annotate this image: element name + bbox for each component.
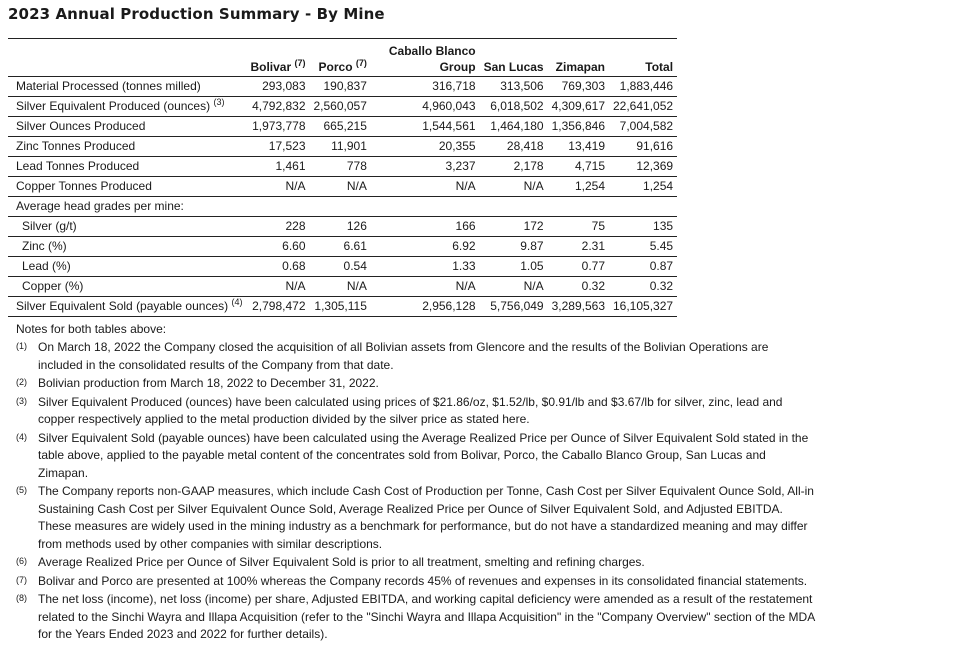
footnote-marker: (5) [16,485,27,495]
table-row [8,77,677,97]
footnote-3 [16,394,816,429]
footnote-marker: (3) [16,395,27,406]
section-label: Average head grades per mine: [8,197,677,217]
table-row [8,177,677,197]
cell-caballo-blanco: 316,718 [371,77,480,97]
table-row [8,137,677,157]
cell-total: 16,105,327 [609,297,677,317]
table-row [8,237,677,257]
cell-bolivar: 228 [246,217,309,237]
cell-total: 0.32 [609,277,677,297]
cell-caballo-blanco: N/A [371,177,480,197]
footnote-7 [16,573,816,591]
footnote-text: On March 18, 2022 the Company closed the acquisition of all Bolivian assets from Glencore and the results of the Bolivian Operations are included in the consolidated results of the Company from that date. [38,340,769,372]
cell-total: 91,616 [609,137,677,157]
cell-porco: N/A [310,277,371,297]
footnote-marker: (7) [16,574,27,585]
cell-caballo-blanco: 3,237 [371,157,480,177]
cell-porco: 6.61 [310,237,371,257]
cell-caballo-blanco: 1.33 [371,257,480,277]
row-label: Zinc Tonnes Produced [8,137,246,157]
footnote-6 [16,554,816,572]
footnote-marker: (6) [16,556,27,566]
cell-porco: 778 [310,157,371,177]
header-zimapan: Zimapan [548,39,609,77]
cell-zimapan: 4,309,617 [548,97,609,117]
table-row [8,97,677,117]
production-summary-table [8,38,677,317]
row-label: Silver (g/t) [8,217,246,237]
table-row [8,157,677,177]
cell-zimapan: 4,715 [548,157,609,177]
cell-bolivar: 1,973,778 [246,117,309,137]
footnote-text: The Company reports non-GAAP measures, which include Cash Cost of Production per Tonne, Cash Cost per Silver Equivalent Ounce Sold, All-in Sustaining Cash Cost per Silver Equivalent Ounce Sold, Average Realized Price per Ounce of Silver Equivalent Sold, and Adjusted EBITDA. These measures are widely used in the mining industry as a benchmark for performance, but do not have a standardized meaning and may differ from methods used by other companies with similar descriptions. [38,484,814,551]
cell-zimapan: 1,356,846 [548,117,609,137]
notes-title: Notes for both tables above: [16,322,167,336]
footnotes [16,320,816,645]
cell-total: 0.87 [609,257,677,277]
cell-porco: 0.54 [310,257,371,277]
cell-san-lucas: 5,756,049 [480,297,548,317]
cell-san-lucas: 172 [480,217,548,237]
cell-zimapan: 13,419 [548,137,609,157]
footnote-1 [16,339,816,374]
footnote-marker: (2) [16,377,27,387]
cell-caballo-blanco: 2,956,128 [371,297,480,317]
row-label: Zinc (%) [8,237,246,257]
row-label: Silver Equivalent Sold (payable ounces) $^{(4)}$ [8,297,246,317]
footnote-marker: (4) [16,431,27,442]
cell-bolivar: N/A [246,177,309,197]
cell-san-lucas: 2,178 [480,157,548,177]
footnote-marker: (8) [16,593,27,603]
cell-caballo-blanco: 1,544,561 [371,117,480,137]
footnote-5 [16,483,816,553]
row-label: Copper (%) [8,277,246,297]
cell-porco: 665,215 [310,117,371,137]
table-row [8,277,677,297]
cell-bolivar: 293,083 [246,77,309,97]
header-san-lucas: San Lucas [480,39,548,77]
header-label-cell [8,39,246,77]
cell-total: 135 [609,217,677,237]
cell-porco: 11,901 [310,137,371,157]
table-row-sold [8,297,677,317]
table-row [8,257,677,277]
section-header-row [8,197,677,217]
cell-porco: 126 [310,217,371,237]
cell-san-lucas: 9.87 [480,237,548,257]
row-label: Lead Tonnes Produced [8,157,246,177]
cell-zimapan: 3,289,563 [548,297,609,317]
footnote-marker: (1) [16,341,27,351]
header-porco: Porco $^{(7)}$ [310,39,371,77]
cell-san-lucas: 6,018,502 [480,97,548,117]
cell-total: 5.45 [609,237,677,257]
cell-porco: 2,560,057 [310,97,371,117]
cell-total: 1,883,446 [609,77,677,97]
cell-bolivar: 0.68 [246,257,309,277]
footnote-text: Bolivar and Porco are presented at 100% whereas the Company records 45% of revenues and expenses in its consolidated financial statements. [38,573,808,588]
cell-bolivar: 6.60 [246,237,309,257]
footnote-2 [16,375,816,393]
cell-san-lucas: N/A [480,277,548,297]
cell-san-lucas: 1,464,180 [480,117,548,137]
row-label: Material Processed (tonnes milled) [8,77,246,97]
cell-zimapan: 0.77 [548,257,609,277]
footnote-text: Average Realized Price per Ounce of Silver Equivalent Sold is prior to all treatment, smelting and refining charges. [38,555,645,569]
row-label: Lead (%) [8,257,246,277]
cell-zimapan: 1,254 [548,177,609,197]
cell-bolivar: 4,792,832 [246,97,309,117]
footnote-4 [16,430,816,483]
footnote-text: Bolivian production from March 18, 2022 to December 31, 2022. [38,376,379,390]
cell-porco: N/A [310,177,371,197]
cell-bolivar: N/A [246,277,309,297]
cell-caballo-blanco: 6.92 [371,237,480,257]
cell-total: 1,254 [609,177,677,197]
cell-zimapan: 2.31 [548,237,609,257]
cell-porco: 1,305,115 [310,297,371,317]
header-caballo-blanco: Caballo Blanco Group [371,39,480,77]
cell-total: 12,369 [609,157,677,177]
cell-zimapan: 769,303 [548,77,609,97]
cell-caballo-blanco: 20,355 [371,137,480,157]
page-title: 2023 Annual Production Summary - By Mine [8,5,385,23]
footnote-text: Silver Equivalent Sold (payable ounces) have been calculated using the Average Realized Price per Ounce of Silver Equivalent Sold stated in the table above, applied to the payable metal content of the concentrates sold from Bolivar, Porco, the Caballo Blanco Group, San Lucas and Zimapan. [38,430,809,480]
cell-caballo-blanco: 166 [371,217,480,237]
row-label: Silver Equivalent Produced (ounces) $^{(3)}$ [8,97,246,117]
cell-zimapan: 75 [548,217,609,237]
table-row [8,217,677,237]
cell-bolivar: 17,523 [246,137,309,157]
header-total: Total [609,39,677,77]
cell-total: 7,004,582 [609,117,677,137]
cell-porco: 190,837 [310,77,371,97]
cell-zimapan: 0.32 [548,277,609,297]
footnote-8 [16,591,816,644]
cell-san-lucas: 28,418 [480,137,548,157]
cell-bolivar: 1,461 [246,157,309,177]
row-label: Silver Ounces Produced [8,117,246,137]
row-label: Copper Tonnes Produced [8,177,246,197]
cell-caballo-blanco: 4,960,043 [371,97,480,117]
cell-san-lucas: 1.05 [480,257,548,277]
footnote-text: The net loss (income), net loss (income) per share, Adjusted EBITDA, and working capital deficiency were amended as a result of the restatement related to the Sinchi Wayra and Illapa Acquisition (refer to the "Sinchi Wayra and Illapa Acquisition" in the "Company Overview" section of the MDA for the Years Ended 2023 and 2022 for further details). [38,592,815,641]
footnote-text: Silver Equivalent Produced (ounces) have been calculated using prices of $21.86/oz, $1.52/lb, $0.91/lb and $3.67/lb for silver, zinc, lead and copper respectively applied to the metal production divided by the silver price as stated here. [38,394,783,426]
table-row [8,117,677,137]
cell-caballo-blanco: N/A [371,277,480,297]
table-header-row [8,39,677,77]
header-bolivar: Bolivar $^{(7)}$ [246,39,309,77]
cell-bolivar: 2,798,472 [246,297,309,317]
cell-san-lucas: N/A [480,177,548,197]
cell-san-lucas: 313,506 [480,77,548,97]
cell-total: 22,641,052 [609,97,677,117]
